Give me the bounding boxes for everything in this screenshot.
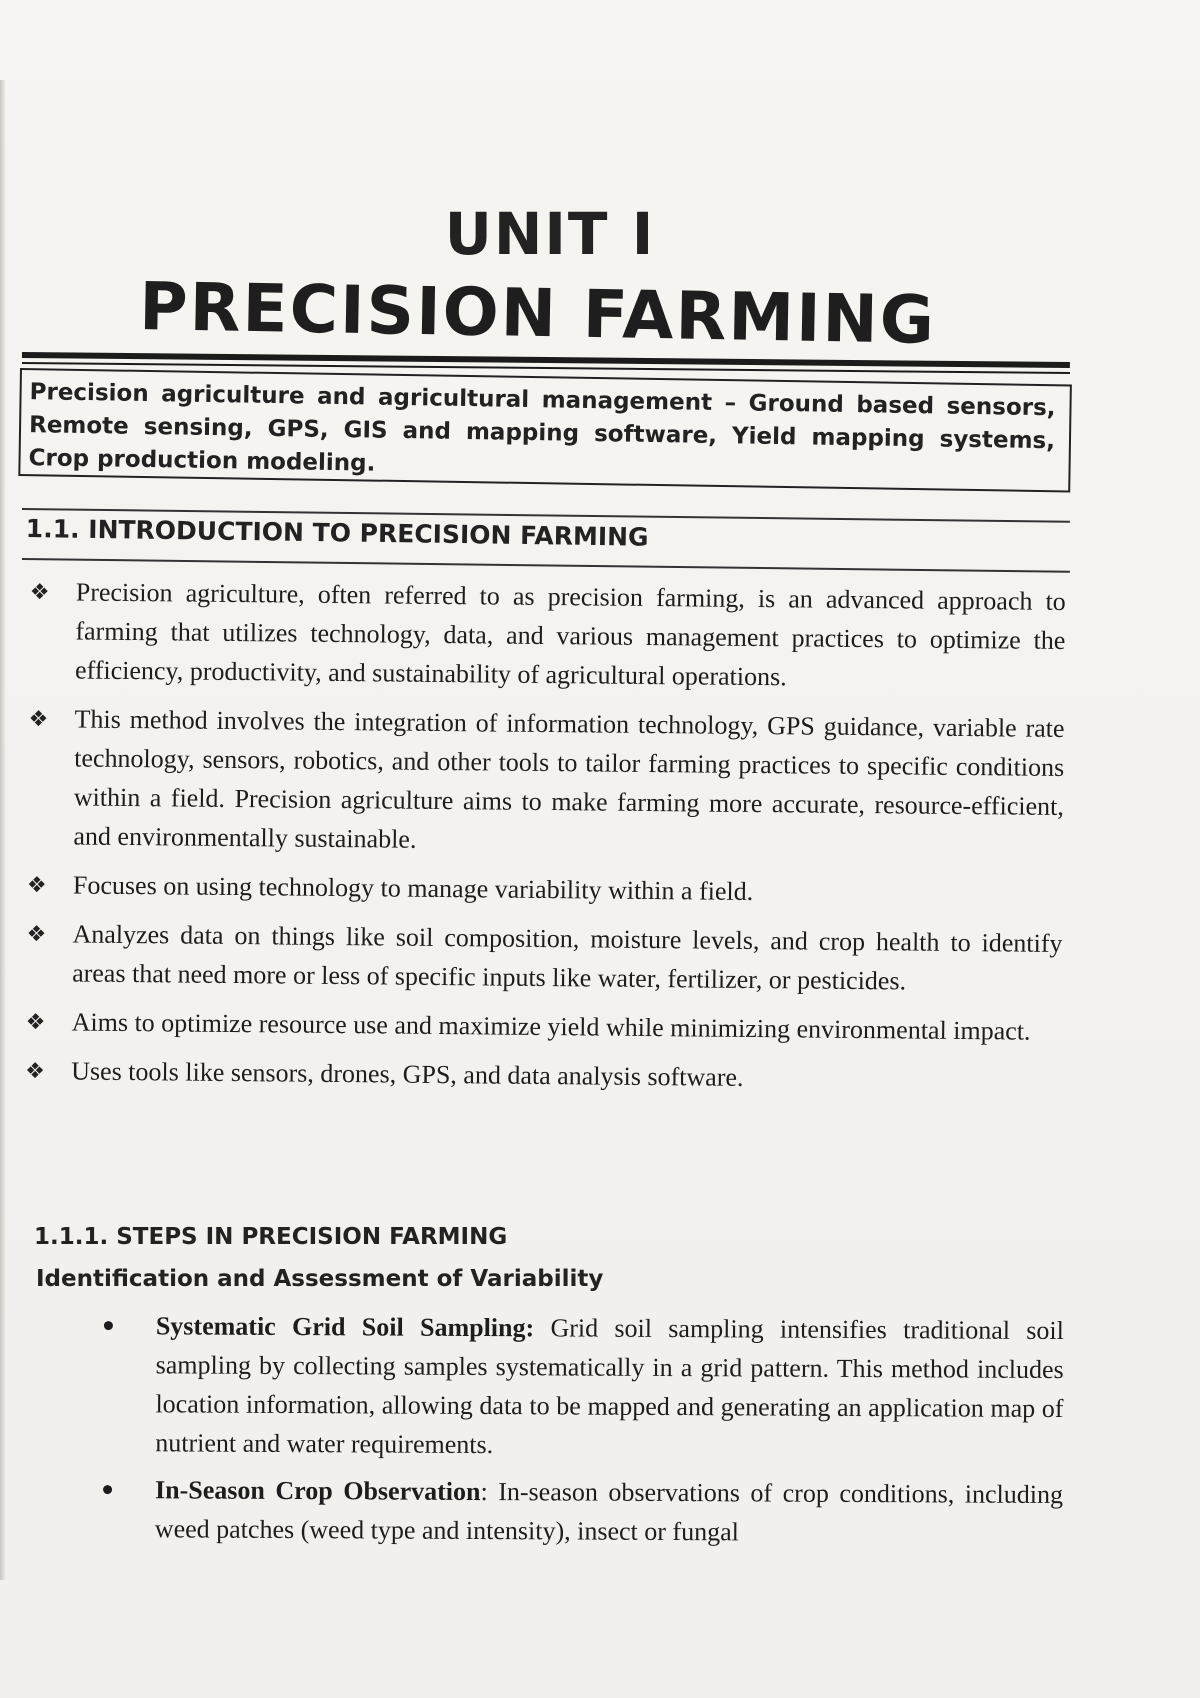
bullet-dot-icon bbox=[103, 1485, 112, 1494]
list-item bbox=[21, 1051, 1061, 1100]
step-term: In-Season Crop Observation bbox=[154, 1475, 481, 1507]
bullet-text: Precision agriculture, often referred to as precision farming, is an advanced approach to farming that utilizes technology, data, and various management practices to optimize the efficiency, productivity, and sustainability of agricultural operations. bbox=[74, 577, 1066, 692]
diamond-bullet-icon: ❖ bbox=[26, 921, 47, 947]
steps-list bbox=[95, 1306, 1064, 1561]
intro-bullet-list bbox=[21, 572, 1066, 1110]
bullet-text: Uses tools like sensors, drones, GPS, and data analysis software. bbox=[71, 1056, 744, 1092]
diamond-bullet-icon: ❖ bbox=[28, 706, 49, 732]
list-item bbox=[22, 914, 1063, 1002]
bullet-text: Aims to optimize resource use and maximize yield while minimizing environmental impact. bbox=[71, 1007, 1031, 1046]
step-term: Systematic Grid Soil Sampling: bbox=[155, 1311, 535, 1343]
list-item bbox=[95, 1470, 1063, 1553]
step-text: : In-season observations of crop conditions, including weed patches (weed type and intensity), insect or fungal bbox=[154, 1477, 1064, 1547]
list-item bbox=[23, 699, 1064, 865]
diamond-bullet-icon: ❖ bbox=[29, 579, 50, 605]
bullet-text: Focuses on using technology to manage variability within a field. bbox=[72, 870, 754, 906]
unit-label: UNIT I bbox=[444, 200, 656, 268]
diamond-bullet-icon: ❖ bbox=[25, 1058, 46, 1084]
chapter-title: PRECISION FARMING bbox=[138, 268, 937, 359]
diamond-bullet-icon: ❖ bbox=[26, 872, 47, 898]
bullet-text: This method involves the integration of information technology, GPS guidance, variable rate technology, sensors, robotics, and other tools to tailor farming practices to specific conditions within a field. Precision agriculture aims to make farming more accurate, resource-efficient, and environmentally sustainable. bbox=[73, 704, 1065, 854]
section-heading: 1.1. INTRODUCTION TO PRECISION FARMING bbox=[25, 514, 649, 552]
page-edge-shadow bbox=[0, 80, 6, 1580]
subsubsection-heading: Identification and Assessment of Variability bbox=[36, 1266, 604, 1292]
list-item bbox=[21, 1002, 1061, 1051]
step-text: Grid soil sampling intensifies traditional soil sampling by collecting samples systematically in a grid pattern. This method includes location information, allowing data to be mapped and generating an application map of nutrient and water requirements. bbox=[155, 1313, 1064, 1460]
diamond-bullet-icon: ❖ bbox=[25, 1009, 46, 1035]
list-item bbox=[23, 865, 1063, 914]
list-item bbox=[95, 1306, 1064, 1467]
list-item bbox=[25, 572, 1066, 699]
bullet-text: Analyzes data on things like soil composition, moisture levels, and crop health to identify areas that need more or less of specific inputs like water, fertilizer, or pesticides. bbox=[72, 919, 1063, 996]
subsection-heading: 1.1.1. STEPS IN PRECISION FARMING bbox=[34, 1224, 508, 1250]
syllabus-box: Precision agriculture and agricultural management – Ground based sensors, Remote sensing, GPS, GIS and mapping software, Yield mapping systems, Crop production modeling. bbox=[18, 368, 1072, 493]
bullet-dot-icon bbox=[104, 1321, 113, 1330]
section-rule-bottom bbox=[22, 558, 1070, 573]
